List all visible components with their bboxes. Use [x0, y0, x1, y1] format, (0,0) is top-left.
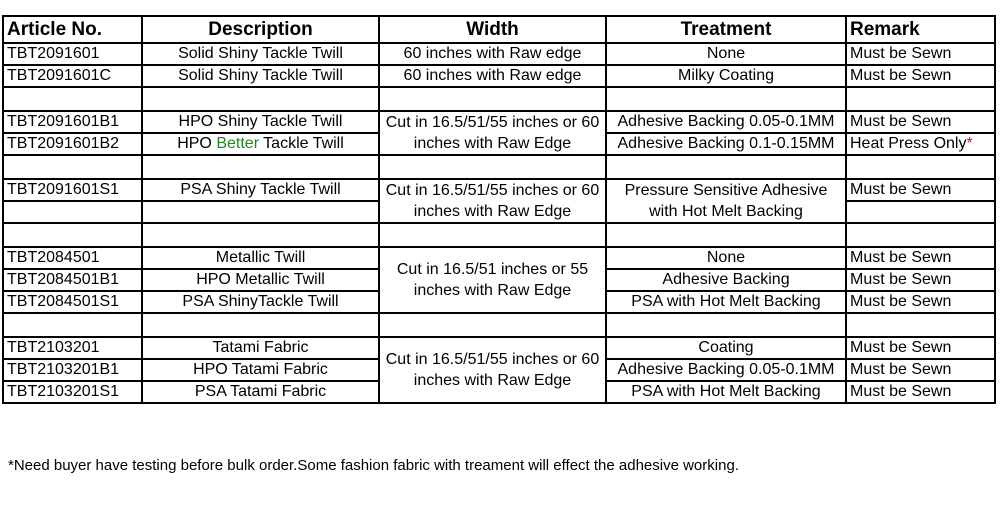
article-no: TBT2103201 [3, 337, 142, 359]
remark: Must be Sewn [846, 43, 995, 65]
width: 60 inches with Raw edge [379, 65, 606, 87]
empty-cell [3, 87, 142, 111]
width: Cut in 16.5/51/55 inches or 60 inches with Raw Edge [379, 337, 606, 403]
empty-cell [846, 313, 995, 337]
article-no: TBT2084501 [3, 247, 142, 269]
header-treatment: Treatment [606, 16, 846, 43]
table-row [3, 337, 995, 359]
treatment: Milky Coating [606, 65, 846, 87]
article-no: TBT2084501S1 [3, 291, 142, 313]
treatment: None [606, 43, 846, 65]
footnote: *Need buyer have testing before bulk order.Some fashion fabric with treament will effect the adhesive working. [8, 457, 739, 474]
empty-cell [142, 87, 379, 111]
treatment: Pressure Sensitive Adhesive with Hot Melt Backing [606, 179, 846, 223]
empty-cell [379, 223, 606, 247]
header-row [3, 16, 995, 43]
remark: Must be Sewn [846, 269, 995, 291]
description: Solid Shiny Tackle Twill [142, 43, 379, 65]
remark: Must be Sewn [846, 111, 995, 133]
empty-cell [606, 155, 846, 179]
width: 60 inches with Raw edge [379, 43, 606, 65]
description: HPO Tatami Fabric [142, 359, 379, 381]
product-spec-table [2, 15, 996, 404]
width: Cut in 16.5/51 inches or 55 inches with Raw Edge [379, 247, 606, 313]
treatment: Adhesive Backing [606, 269, 846, 291]
description: PSA Shiny Tackle Twill [142, 179, 379, 201]
article-no: TBT2091601S1 [3, 179, 142, 201]
remark: Must be Sewn [846, 179, 995, 201]
empty-cell [379, 155, 606, 179]
description: PSA ShinyTackle Twill [142, 291, 379, 313]
spacer-row [3, 87, 995, 111]
treatment: Adhesive Backing 0.05-0.1MM [606, 359, 846, 381]
asterisk-mark: * [966, 135, 973, 152]
table-row [3, 111, 995, 133]
empty-cell [142, 313, 379, 337]
description [142, 133, 379, 155]
remark [846, 133, 995, 155]
article-no: TBT2091601C [3, 65, 142, 87]
description-highlight: Better [216, 135, 260, 152]
spacer-row [3, 155, 995, 179]
description: Tatami Fabric [142, 337, 379, 359]
empty-cell [379, 87, 606, 111]
article-no: TBT2103201B1 [3, 359, 142, 381]
spacer-row [3, 223, 995, 247]
treatment: PSA with Hot Melt Backing [606, 381, 846, 403]
table-row [3, 65, 995, 87]
empty-cell [606, 223, 846, 247]
width: Cut in 16.5/51/55 inches or 60 inches with Raw Edge [379, 179, 606, 223]
remark: Must be Sewn [846, 65, 995, 87]
remark: Must be Sewn [846, 381, 995, 403]
description: Metallic Twill [142, 247, 379, 269]
header-description: Description [142, 16, 379, 43]
width: Cut in 16.5/51/55 inches or 60 inches with Raw Edge [379, 111, 606, 155]
empty-cell [142, 223, 379, 247]
description: Solid Shiny Tackle Twill [142, 65, 379, 87]
empty-cell [606, 87, 846, 111]
treatment: None [606, 247, 846, 269]
empty-cell [846, 201, 995, 223]
spacer-row [3, 313, 995, 337]
table-row [3, 179, 995, 201]
treatment: Adhesive Backing 0.05-0.1MM [606, 111, 846, 133]
remark: Must be Sewn [846, 247, 995, 269]
empty-cell [3, 201, 142, 223]
article-no: TBT2091601 [3, 43, 142, 65]
article-no: TBT2091601B1 [3, 111, 142, 133]
header-remark: Remark [846, 16, 995, 43]
description: HPO Shiny Tackle Twill [142, 111, 379, 133]
description: HPO Metallic Twill [142, 269, 379, 291]
empty-cell [379, 313, 606, 337]
empty-cell [142, 155, 379, 179]
treatment: PSA with Hot Melt Backing [606, 291, 846, 313]
remark: Must be Sewn [846, 359, 995, 381]
empty-cell [3, 155, 142, 179]
article-no: TBT2091601B2 [3, 133, 142, 155]
remark: Must be Sewn [846, 337, 995, 359]
header-article-no: Article No. [3, 16, 142, 43]
empty-cell [606, 313, 846, 337]
table-row [3, 247, 995, 269]
article-no: TBT2103201S1 [3, 381, 142, 403]
header-width: Width [379, 16, 606, 43]
empty-cell [3, 223, 142, 247]
remark: Must be Sewn [846, 291, 995, 313]
empty-cell [846, 87, 995, 111]
table-row [3, 43, 995, 65]
empty-cell [846, 223, 995, 247]
treatment: Coating [606, 337, 846, 359]
empty-cell [3, 313, 142, 337]
description: PSA Tatami Fabric [142, 381, 379, 403]
article-no: TBT2084501B1 [3, 269, 142, 291]
remark-text: Heat Press Only [850, 135, 967, 152]
empty-cell [846, 155, 995, 179]
treatment: Adhesive Backing 0.1-0.15MM [606, 133, 846, 155]
description-prefix: HPO [177, 135, 217, 152]
empty-cell [142, 201, 379, 223]
description-suffix: Tackle Twill [259, 135, 344, 152]
